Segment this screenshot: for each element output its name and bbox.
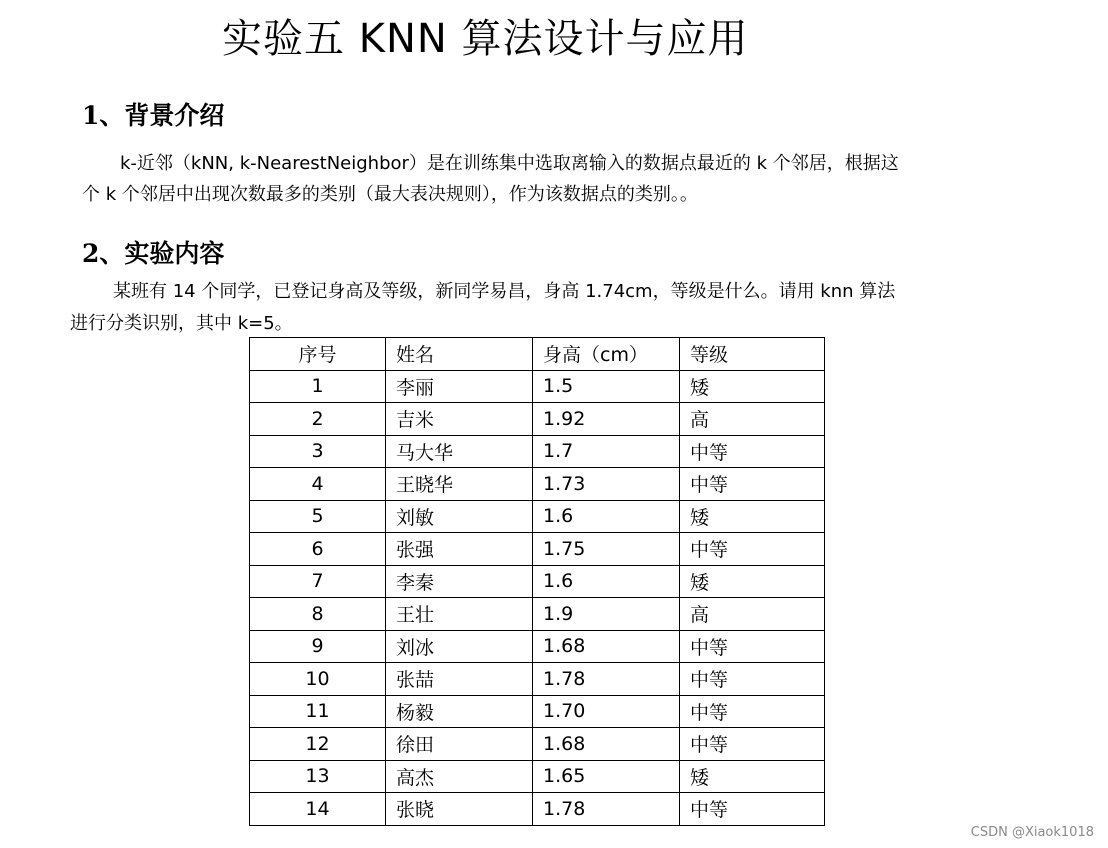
cell-name: 王晓华 bbox=[386, 468, 533, 501]
cell-height: 1.5 bbox=[533, 370, 680, 403]
cell-grade: 矮 bbox=[680, 760, 825, 793]
cell-index: 9 bbox=[250, 630, 386, 663]
cell-height: 1.6 bbox=[533, 565, 680, 598]
table-row bbox=[250, 370, 825, 403]
cell-grade: 矮 bbox=[680, 370, 825, 403]
cell-grade: 中等 bbox=[680, 695, 825, 728]
table-row bbox=[250, 533, 825, 566]
table-row bbox=[250, 435, 825, 468]
header-name: 姓名 bbox=[386, 338, 533, 371]
cell-name: 李秦 bbox=[386, 565, 533, 598]
cell-name: 张喆 bbox=[386, 663, 533, 696]
cell-height: 1.78 bbox=[533, 793, 680, 826]
cell-index: 14 bbox=[250, 793, 386, 826]
cell-name: 吉米 bbox=[386, 403, 533, 436]
cell-grade: 高 bbox=[680, 403, 825, 436]
cell-name: 高杰 bbox=[386, 760, 533, 793]
page-title: 实验五 KNN 算法设计与应用 bbox=[222, 16, 749, 62]
header-height: 身高（cm） bbox=[533, 338, 680, 371]
section-heading-background: 1、背景介绍 bbox=[82, 101, 225, 130]
table-row bbox=[250, 663, 825, 696]
cell-height: 1.73 bbox=[533, 468, 680, 501]
cell-name: 徐田 bbox=[386, 728, 533, 761]
cell-height: 1.70 bbox=[533, 695, 680, 728]
cell-grade: 高 bbox=[680, 598, 825, 631]
cell-height: 1.92 bbox=[533, 403, 680, 436]
cell-grade: 中等 bbox=[680, 630, 825, 663]
content-paragraph-line-1: 某班有 14 个同学，已登记身高及等级，新同学易昌，身高 1.74cm，等级是什么。请用 knn 算法 bbox=[113, 281, 896, 302]
cell-height: 1.65 bbox=[533, 760, 680, 793]
table-row bbox=[250, 500, 825, 533]
cell-index: 5 bbox=[250, 500, 386, 533]
cell-grade: 中等 bbox=[680, 793, 825, 826]
cell-index: 4 bbox=[250, 468, 386, 501]
content-paragraph-line-2: 进行分类识别，其中 k=5。 bbox=[70, 313, 293, 334]
cell-name: 张晓 bbox=[386, 793, 533, 826]
table-row bbox=[250, 468, 825, 501]
header-grade: 等级 bbox=[680, 338, 825, 371]
table-body bbox=[250, 370, 825, 825]
cell-index: 7 bbox=[250, 565, 386, 598]
table-row bbox=[250, 598, 825, 631]
background-paragraph-line-1: k-近邻（kNN, k-NearestNeighbor）是在训练集中选取离输入的数据点最近的 k 个邻居，根据这 bbox=[120, 153, 899, 174]
cell-height: 1.78 bbox=[533, 663, 680, 696]
cell-index: 11 bbox=[250, 695, 386, 728]
cell-index: 3 bbox=[250, 435, 386, 468]
table-row bbox=[250, 630, 825, 663]
cell-index: 12 bbox=[250, 728, 386, 761]
cell-grade: 中等 bbox=[680, 728, 825, 761]
cell-height: 1.9 bbox=[533, 598, 680, 631]
cell-grade: 中等 bbox=[680, 468, 825, 501]
cell-grade: 中等 bbox=[680, 435, 825, 468]
cell-name: 杨毅 bbox=[386, 695, 533, 728]
header-index: 序号 bbox=[250, 338, 386, 371]
cell-name: 刘冰 bbox=[386, 630, 533, 663]
section-heading-content: 2、实验内容 bbox=[82, 239, 225, 268]
background-paragraph-line-2: 个 k 个邻居中出现次数最多的类别（最大表决规则），作为该数据点的类别。。 bbox=[82, 184, 698, 205]
csdn-watermark: CSDN @Xiaok1018 bbox=[970, 825, 1094, 840]
cell-name: 张强 bbox=[386, 533, 533, 566]
cell-height: 1.68 bbox=[533, 630, 680, 663]
table-row bbox=[250, 695, 825, 728]
cell-name: 刘敏 bbox=[386, 500, 533, 533]
cell-grade: 中等 bbox=[680, 663, 825, 696]
table-row bbox=[250, 793, 825, 826]
cell-index: 13 bbox=[250, 760, 386, 793]
table-row bbox=[250, 403, 825, 436]
table-row bbox=[250, 565, 825, 598]
cell-height: 1.6 bbox=[533, 500, 680, 533]
cell-height: 1.7 bbox=[533, 435, 680, 468]
cell-height: 1.75 bbox=[533, 533, 680, 566]
cell-name: 马大华 bbox=[386, 435, 533, 468]
cell-index: 8 bbox=[250, 598, 386, 631]
cell-index: 6 bbox=[250, 533, 386, 566]
cell-name: 王壮 bbox=[386, 598, 533, 631]
cell-index: 10 bbox=[250, 663, 386, 696]
cell-grade: 矮 bbox=[680, 500, 825, 533]
table-row bbox=[250, 728, 825, 761]
cell-height: 1.68 bbox=[533, 728, 680, 761]
cell-index: 1 bbox=[250, 370, 386, 403]
table-header-row bbox=[250, 338, 825, 371]
cell-name: 李丽 bbox=[386, 370, 533, 403]
cell-index: 2 bbox=[250, 403, 386, 436]
cell-grade: 矮 bbox=[680, 565, 825, 598]
table-row bbox=[250, 760, 825, 793]
cell-grade: 中等 bbox=[680, 533, 825, 566]
student-height-table bbox=[249, 337, 825, 826]
